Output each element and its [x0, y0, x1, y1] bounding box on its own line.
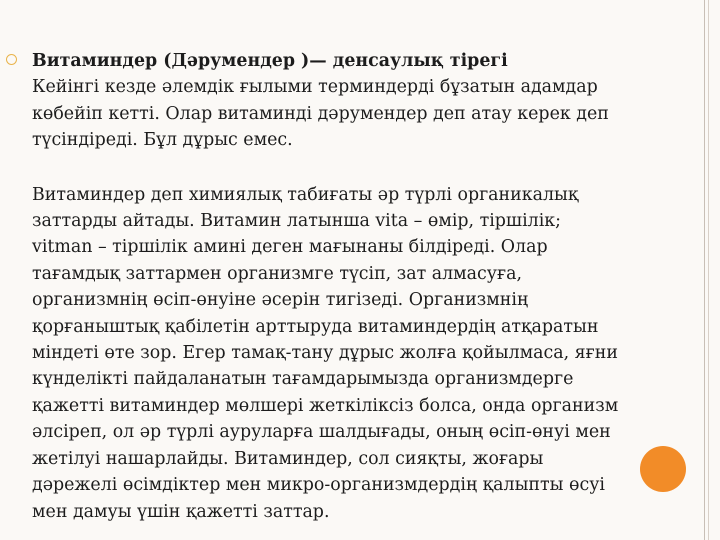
body-line: vitman – тіршілік амині деген мағынаны білдіреді. Олар [32, 237, 548, 258]
body-line: күнделікті пайдаланатын тағамдарымызда организмдерге [32, 369, 574, 390]
body-line: мен дамуы үшін қажетті заттар. [32, 501, 330, 522]
intro-line: Кейінгі кезде әлемдік ғылыми терминдерді бұзатын адамдар [32, 77, 598, 98]
intro-line: көбейіп кетті. Олар витаминді дәрумендер деп атау керек деп [32, 103, 609, 124]
body-line: тағамдық заттармен организмге түсіп, зат алмасуға, [32, 263, 523, 284]
body-line: заттарды айтады. Витамин латынша vita – өмір, тіршілік; [32, 211, 561, 232]
body-line: әлсіреп, ол әр түрлі ауруларға шалдығады, оның өсіп-өнуі мен [32, 422, 611, 443]
body-line: жетілуі нашарлайды. Витаминдер, сол сияқты, жоғары [32, 448, 544, 469]
body-line: организмнің өсіп-өнуіне әсерін тигізеді. Организмнің [32, 290, 529, 311]
intro-line: түсіндіреді. Бұл дұрыс емес. [32, 130, 293, 151]
body-line: қорғаныштық қабілетін арттыруда витаминдердің атқаратын [32, 316, 599, 337]
body-line: Витаминдер деп химиялық табиғаты әр түрлі органикалық [32, 184, 579, 205]
body-line: міндеті өте зор. Егер тамақ-тану дұрыс жолға қойылмаса, яғни [32, 343, 618, 364]
bullet-circle-icon [6, 54, 17, 65]
accent-circle-icon [640, 446, 686, 492]
slide-title: Витаминдер (Дәрумендер )— денсаулық тірегі [32, 51, 508, 71]
slide-border-line [704, 0, 705, 540]
slide-border-line-inner [708, 0, 709, 540]
paragraph-gap [32, 154, 700, 182]
body-line: қажетті витаминдер мөлшері жеткіліксіз болса, онда организм [32, 395, 619, 416]
slide-body [32, 48, 700, 525]
body-line: дәрежелі өсімдіктер мен микро-организмдердің қалыпты өсуі [32, 475, 605, 496]
